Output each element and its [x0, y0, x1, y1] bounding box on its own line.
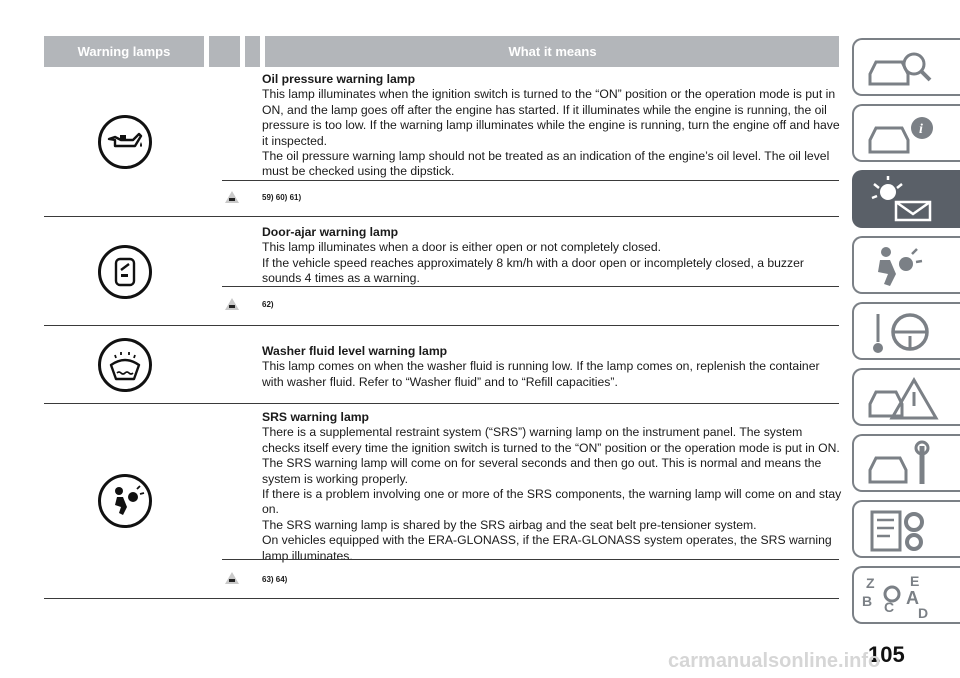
- header-divider: [260, 36, 265, 67]
- caution-car-icon: [224, 297, 240, 311]
- svg-text:C: C: [884, 599, 895, 615]
- entry-paragraph: There is a supplemental restraint system (“SRS”) warning lamp on the instrument panel. The system checks itself every time the ignition switch is turned to the “ON” position or the operation mode is put in ON. The SRS warning lamp will come on for several seconds and then go out. This is normal and means the system is working properly.: [262, 425, 840, 486]
- steering-key-icon: [862, 308, 942, 358]
- entry-title: Washer fluid level warning lamp: [262, 344, 448, 358]
- header-what-it-means: What it means: [508, 44, 597, 59]
- warning-references: 62): [262, 300, 274, 309]
- svg-text:Z: Z: [866, 575, 875, 591]
- table-header: [44, 36, 839, 69]
- svg-text:i: i: [919, 122, 923, 137]
- car-wrench-icon: [862, 440, 942, 490]
- svg-text:D: D: [918, 605, 929, 621]
- washer-fluid-icon: [98, 338, 152, 392]
- header-warning-lamps: Warning lamps: [77, 44, 171, 59]
- door-ajar-icon: [98, 245, 152, 299]
- table-row-door-ajar: [44, 217, 839, 326]
- entry-paragraph: If there is a problem involving one or more of the SRS components, the warning lamp will come on and stay on.: [262, 487, 842, 517]
- oil-pressure-icon: [98, 115, 152, 169]
- alphabet-index-icon: [862, 572, 942, 622]
- srs-airbag-icon: [98, 474, 152, 528]
- table-row-oil-pressure: [44, 69, 839, 217]
- footer-watermark: carmanualsonline.info: [668, 650, 881, 672]
- tab-maintenance[interactable]: [852, 434, 960, 492]
- entry-title: Oil pressure warning lamp: [262, 72, 416, 86]
- table-row-srs: [44, 404, 842, 599]
- warning-references: 63) 64): [262, 575, 288, 584]
- tab-warning-lights[interactable]: [852, 170, 960, 228]
- svg-text:E: E: [910, 573, 920, 589]
- entry-paragraph: If the vehicle speed reaches approximately 8 km/h with a door open or incompletely closed, a buzzer sounds 4 times as a warning.: [262, 255, 804, 286]
- tab-car-info[interactable]: [852, 104, 960, 162]
- srs-description: [262, 410, 842, 564]
- entry-title: Door-ajar warning lamp: [262, 225, 399, 239]
- specs-gear-icon: [862, 506, 942, 556]
- car-warning-triangle-icon: [862, 374, 942, 424]
- caution-car-icon: [224, 571, 240, 585]
- entry-paragraph: The SRS warning lamp is shared by the SRS airbag and the seat belt pre-tensioner system.: [262, 517, 757, 532]
- door-ajar-description: [262, 225, 842, 287]
- table-row-washer-fluid: [44, 326, 839, 404]
- entry-paragraph: On vehicles equipped with the ERA-GLONASS, if the ERA-GLONASS system operates, the SRS warning lamp illuminates.: [262, 533, 832, 563]
- washer-fluid-description: [262, 344, 842, 390]
- svg-text:A: A: [906, 588, 919, 608]
- header-divider: [204, 36, 209, 67]
- seat-airbag-icon: [862, 242, 942, 292]
- header-divider: [240, 36, 245, 67]
- tab-emergency[interactable]: [852, 368, 960, 426]
- oil-pressure-description: [262, 72, 842, 180]
- tab-driving[interactable]: [852, 302, 960, 360]
- entry-paragraph: The oil pressure warning lamp should not be treated as an indication of the engine’s oil level. The oil level must be checked using the dipstick.: [262, 149, 830, 179]
- entry-paragraph: This lamp illuminates when a door is either open or not completely closed.: [262, 240, 662, 255]
- svg-text:B: B: [862, 593, 873, 609]
- tab-index[interactable]: [852, 566, 960, 624]
- warning-light-message-icon: [862, 176, 942, 226]
- car-search-icon: [862, 44, 942, 94]
- tab-specifications[interactable]: [852, 500, 960, 558]
- entry-paragraph: This lamp illuminates when the ignition switch is turned to the “ON” position or the operation mode is put in ON, and the lamp goes off after the engine has started. If it illuminates while the engine is running, the oil pressure is too low. If the warning lamp illuminates while the engine is running, turn the engine off and have it inspected.: [262, 87, 840, 148]
- divider: [222, 559, 839, 560]
- tab-car-search[interactable]: [852, 38, 960, 96]
- divider: [222, 286, 839, 287]
- divider: [222, 180, 839, 181]
- page-number: 105: [868, 642, 905, 667]
- car-info-icon: [862, 110, 942, 160]
- entry-title: SRS warning lamp: [262, 410, 369, 424]
- tab-safety[interactable]: [852, 236, 960, 294]
- caution-car-icon: [224, 190, 240, 204]
- warning-references: 59) 60) 61): [262, 193, 302, 202]
- entry-paragraph: This lamp comes on when the washer fluid is running low. If the lamp comes on, replenish the container with washer fluid. Refer to “Washer fluid” and to “Refill capacities”.: [262, 359, 820, 389]
